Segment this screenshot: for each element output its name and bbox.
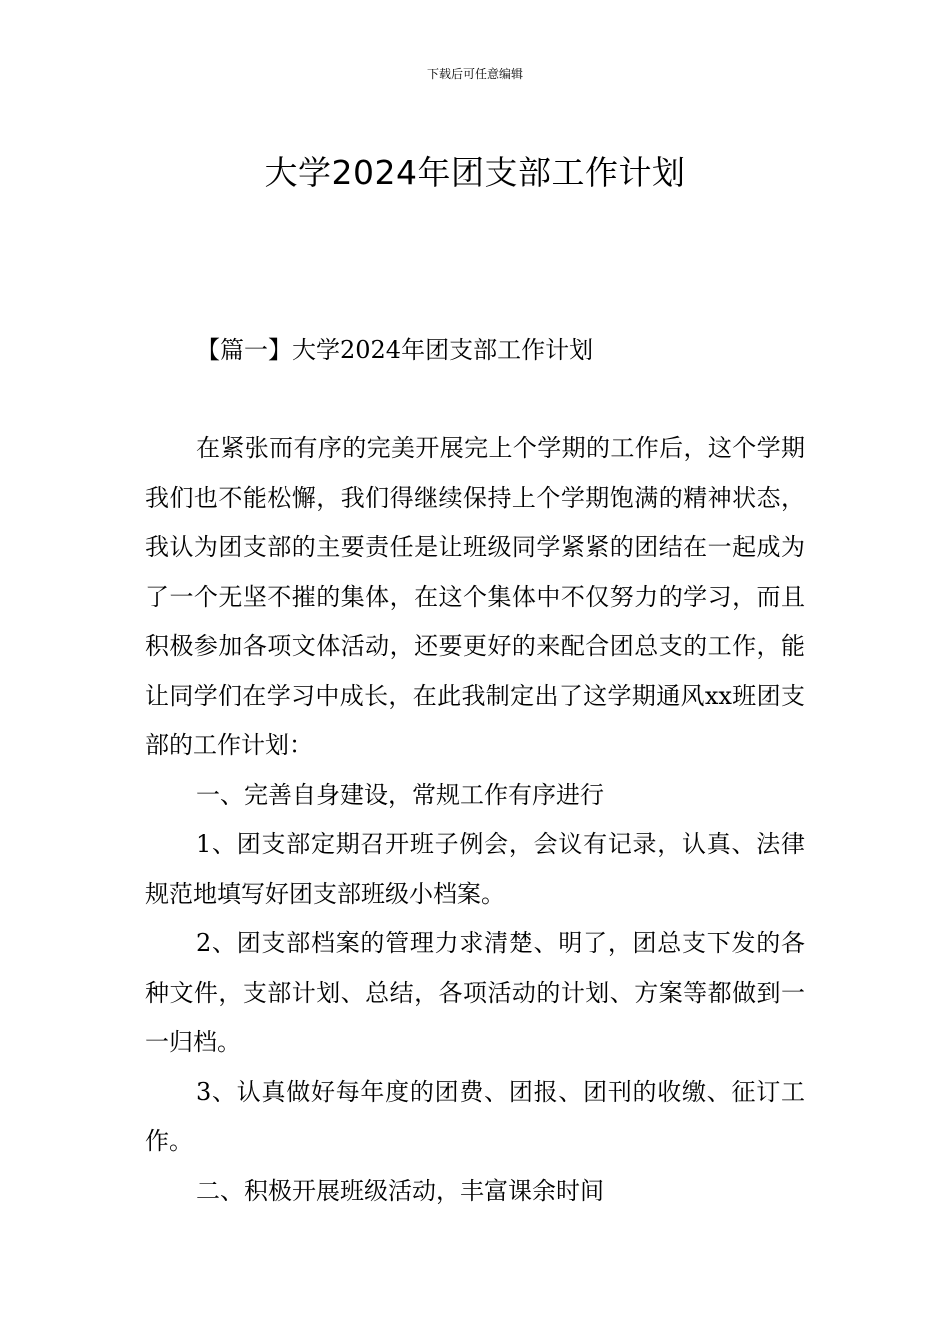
paragraph-heading-one: 一、完善自身建设，常规工作有序进行 [196,780,604,809]
paragraph-item-1: 1、团支部定期召开班子例会，会议有记录，认真、法律规范地填写好团支部班级小档案。 [145,830,805,908]
paragraph-intro: 在紧张而有序的完美开展完上个学期的工作后，这个学期我们也不能松懈，我们得继续保持上个学期饱满的精神状态，我认为团支部的主要责任是让班级同学紧紧的团结在一起成为了一个无坚不摧的集体，在这个集体中不仅努力的学习，而且积极参加各项文体活动，还要更好的来配合团总支的工作，能让同学们在学习中成长，在此我制定出了这学期通风xx班团支部的工作计划： [145,434,805,759]
paragraph-heading-two: 二、积极开展班级活动，丰富课余时间 [196,1176,604,1205]
section-heading: 【篇一】大学2024年团支部工作计划 [196,336,594,364]
document-title: 大学2024年团支部工作计划 [264,153,686,193]
header-note: 下载后可任意编辑 [426,67,523,81]
paragraph-item-2: 2、团支部档案的管理力求清楚、明了，团总支下发的各种文件，支部计划、总结，各项活动的计划、方案等都做到一一归档。 [145,929,805,1056]
document-body [145,424,805,1216]
paragraph-item-3: 3、认真做好每年度的团费、团报、团刊的收缴、征订工作。 [145,1077,805,1155]
